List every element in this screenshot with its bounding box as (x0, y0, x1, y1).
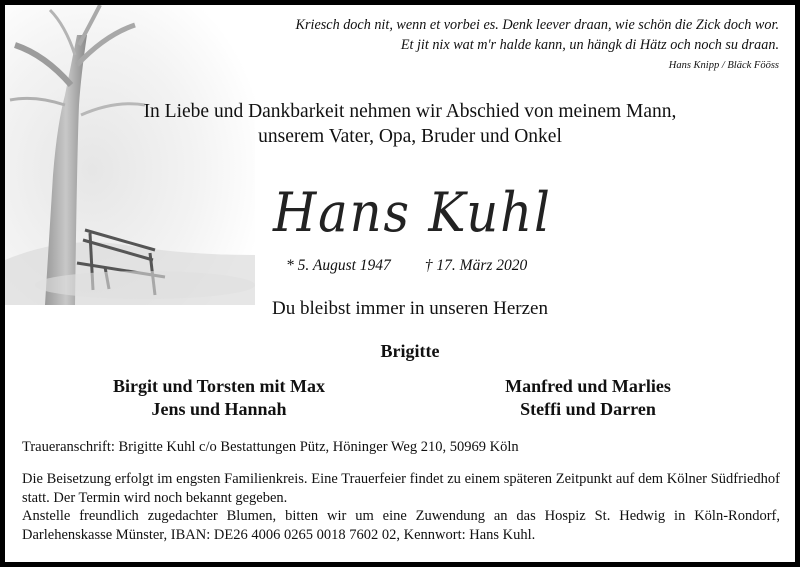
life-dates (286, 257, 527, 275)
family-line: Steffi und Darren (520, 399, 656, 419)
family-line: Birgit und Torsten mit Max (112, 376, 326, 396)
intro-line-2: unserem Vater, Opa, Bruder und Onkel (258, 126, 562, 147)
quote-line-2: Et jit nix wat m'r halde kann, un hängk di Hätz och noch su draan. (400, 37, 779, 53)
death-date: † 17. März 2020 (424, 257, 528, 274)
family-line: Jens und Hannah (151, 399, 287, 419)
spouse-name: Brigitte (380, 341, 440, 361)
quote-block (179, 15, 779, 73)
family-line: Manfred und Marlies (505, 376, 671, 396)
intro-line-1: In Liebe und Dankbarkeit nehmen wir Abschied von meinem Mann, (143, 101, 677, 122)
quote-line-1: Kriesch doch nit, wenn et vorbei es. Denk leever draan, wie schön die Zick doch wor. (295, 17, 779, 33)
family-group-left (59, 375, 379, 421)
mourning-address: Traueranschrift: Brigitte Kuhl c/o Bestattungen Pütz, Höninger Weg 210, 50969 Köln (22, 439, 519, 455)
donation-note: Anstelle freundlich zugedachter Blumen, bitten wir um eine Zuwendung an das Hospiz St. Hedwig in Köln-Rondorf, Darlehenskasse Münster, IBAN: DE26 4006 0265 0018 7602 02, Kennwort: Hans Kuhl. (22, 508, 780, 543)
burial-note: Die Beisetzung erfolgt im engsten Familienkreis. Eine Trauerfeier findet zu einem späteren Zeitpunkt auf dem Kölner Südfriedhof statt. Der Termin wird noch bekannt gegeben. (22, 471, 780, 506)
family-group-right (428, 375, 748, 421)
birth-date: * 5. August 1947 (286, 257, 391, 274)
notes (22, 470, 780, 544)
intro-text (5, 99, 795, 149)
motto: Du bleibst immer in unseren Herzen (272, 298, 548, 319)
deceased-name: Hans Kuhl (273, 181, 552, 244)
quote-author: Hans Knipp / Bläck Fööss (668, 60, 779, 71)
